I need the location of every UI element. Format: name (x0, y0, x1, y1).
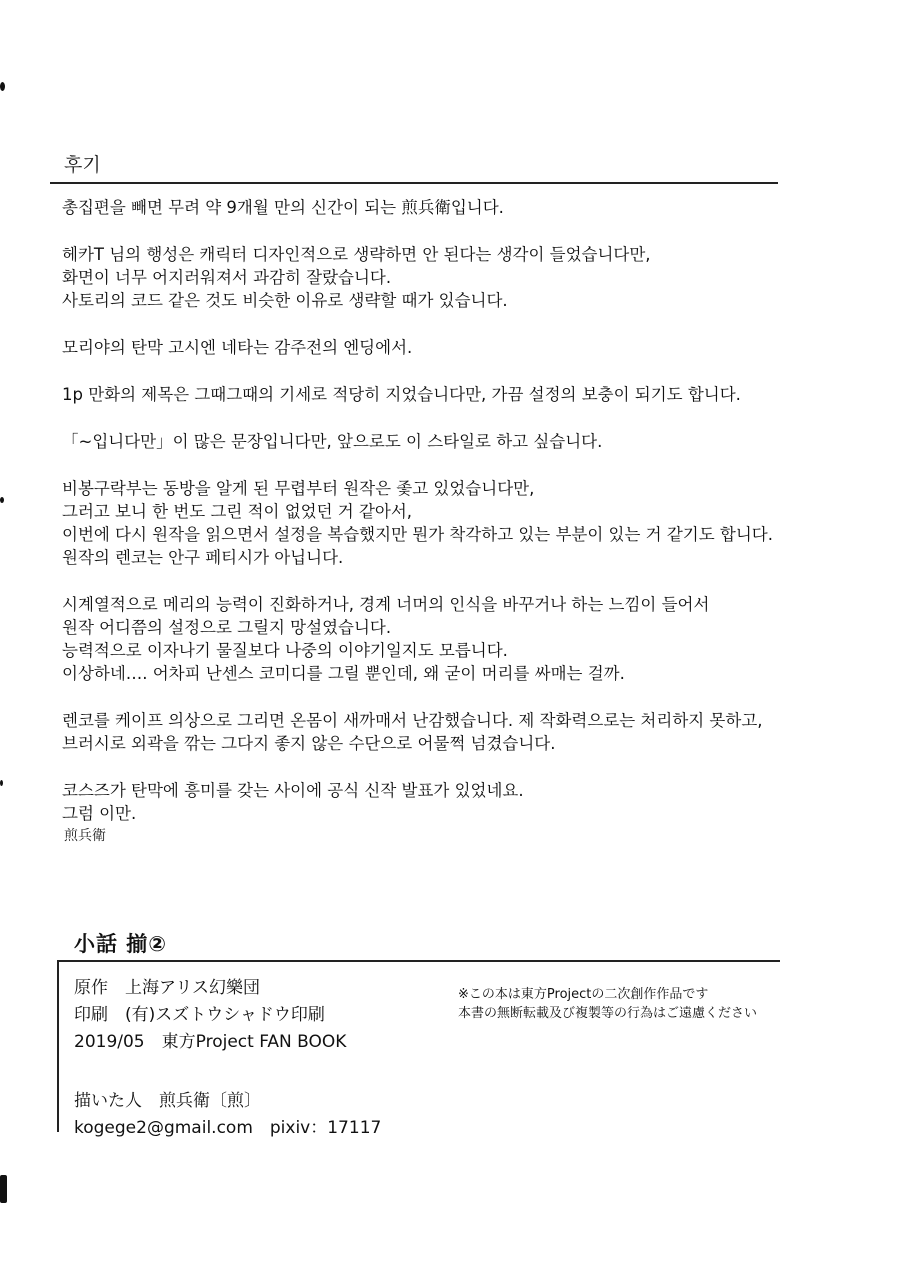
afterword-paragraph (62, 593, 892, 685)
afterword-paragraph (62, 243, 892, 312)
afterword-paragraph (62, 709, 892, 755)
afterword-line: 1p 만화의 제목은 그때그때의 기세로 적당히 지었습니다만, 가끔 설정의 보충이 되기도 합니다. (62, 385, 741, 404)
colophon-spacer (74, 1056, 381, 1088)
colophon-notice (458, 985, 757, 1023)
afterword-line: 총집편을 빼면 무려 약 9개월 만의 신간이 되는 煎兵衛입니다. (62, 198, 504, 217)
afterword-line: 그럼 이만. (62, 804, 137, 823)
afterword-signature: 煎兵衛 (64, 828, 106, 844)
afterword-paragraph (62, 477, 892, 569)
colophon-info (74, 975, 381, 1142)
afterword-line: 헤카T 님의 행성은 캐릭터 디자인적으로 생략하면 안 된다는 생각이 들었습니다만, (62, 245, 651, 264)
colophon-divider (57, 960, 780, 962)
afterword-paragraph (62, 383, 892, 406)
afterword-line: 그러고 보니 한 번도 그린 적이 없었던 거 같아서, (62, 502, 413, 521)
afterword-line: 사토리의 코드 같은 것도 비슷한 이유로 생략할 때가 있습니다. (62, 291, 508, 310)
colophon-original: 原作 上海アリス幻樂団 (74, 978, 260, 998)
scan-speck (0, 780, 3, 786)
afterword-divider (50, 182, 778, 184)
afterword-line: 원작의 렌코는 안구 페티시가 아닙니다. (62, 548, 344, 567)
notice-no-reproduction: 本書の無断転載及び複製等の行為はご遠慮ください (458, 1006, 758, 1021)
afterword-paragraph (62, 430, 892, 453)
afterword-line: 「~입니다만」이 많은 문장입니다만, 앞으로도 이 스타일로 하고 싶습니다. (62, 432, 603, 451)
afterword-line: 브러시로 외곽을 깎는 그다지 좋지 않은 수단으로 어물쩍 넘겼습니다. (62, 734, 556, 753)
afterword-line: 이번에 다시 원작을 읽으면서 설정을 복습했지만 뭔가 착각하고 있는 부분이 있는 거 같기도 합니다. (62, 525, 773, 544)
afterword-line: 시계열적으로 메리의 능력이 진화하거나, 경계 너머의 인식을 바꾸거나 하는 느낌이 들어서 (62, 595, 710, 614)
colophon-title: 小話 揃② (74, 932, 168, 956)
afterword-paragraph (62, 196, 892, 219)
colophon-contact: kogege2@gmail.com pixiv：17117 (74, 1118, 382, 1138)
colophon-edition: 2019/05 東方Project FAN BOOK (74, 1032, 347, 1052)
afterword-line: 원작 어디쯤의 설정으로 그릴지 망설였습니다. (62, 618, 392, 637)
colophon-printer: 印刷 (有)スズトウシャドウ印刷 (74, 1005, 325, 1025)
afterword-line: 비봉구락부는 동방을 알게 된 무렵부터 원작은 좇고 있었습니다만, (62, 479, 535, 498)
afterword-paragraph (62, 779, 892, 825)
scan-speck (0, 82, 5, 91)
colophon-artist: 描いた人 煎兵衛〔煎〕 (74, 1091, 261, 1111)
afterword-line: 모리야의 탄막 고시엔 네타는 감주전의 엔딩에서. (62, 338, 413, 357)
afterword-line: 화면이 너무 어지러워져서 과감히 잘랐습니다. (62, 268, 392, 287)
scan-speck (0, 1175, 7, 1203)
scan-speck (0, 497, 4, 503)
notice-derivative-work: ※この本は東方Projectの二次創作作品です (458, 987, 709, 1002)
afterword-line: 코스즈가 탄막에 흥미를 갖는 사이에 공식 신작 발표가 있었네요. (62, 781, 524, 800)
afterword-line: 렌코를 케이프 의상으로 그리면 온몸이 새까매서 난감했습니다. 제 작화력으로는 처리하지 못하고, (62, 711, 763, 730)
colophon-side-rule (57, 962, 59, 1132)
afterword-body (62, 196, 892, 849)
afterword-line: 이상하네…. 어차피 난센스 코미디를 그릴 뿐인데, 왜 굳이 머리를 싸매는 걸까. (62, 664, 625, 683)
afterword-paragraph (62, 336, 892, 359)
afterword-title: 후기 (64, 154, 101, 176)
afterword-line: 능력적으로 이자나기 물질보다 나중의 이야기일지도 모릅니다. (62, 641, 508, 660)
